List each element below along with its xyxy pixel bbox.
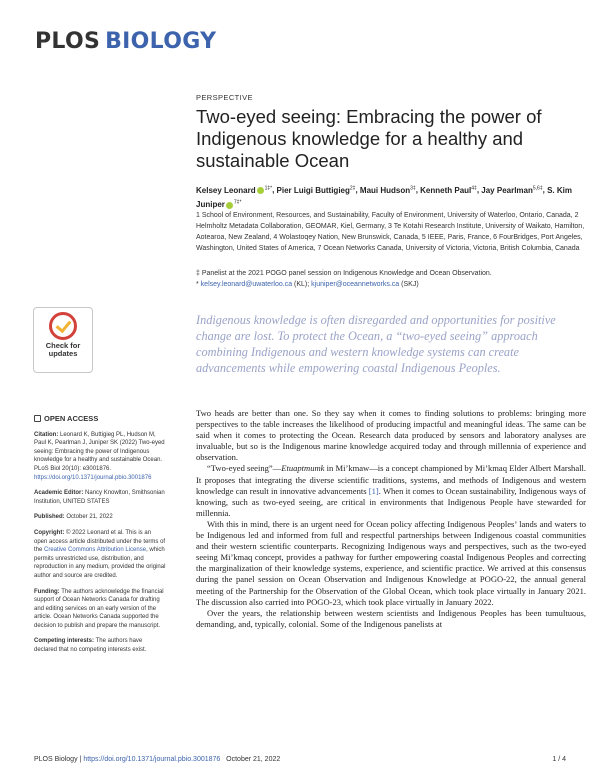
article-body [196,408,586,630]
affiliations: 1 School of Environment, Resources, and Sustainability, Faculty of Environment, University of Waterloo, Ontario, Canada, 2 Helmholtz Metadata Collaboration, GEOMAR, Kiel, Germany, 3 Te Kotahi Research Institute, University of Waikato, Hamilton, Aotearoa, New Zealand, 4 Wolastoqey Nation, New Brunswick, Canada, 5 IEEE, Paris, France, 6 FourBridges, Port Angeles, Washington, United States of America, 7 Ocean Networks Canada, University of Victoria, Victoria, British Columbia, Canada [196,212,585,252]
open-access-label: OPEN ACCESS [34,414,166,424]
article-sidebar [34,414,166,662]
article-type: PERSPECTIVE [196,93,253,102]
citation-doi-link[interactable]: https://doi.org/10.1371/journal.pbio.3001876 [34,474,152,481]
footer-journal: PLOS Biology [34,756,78,763]
open-lock-icon [34,415,41,422]
funding: Funding: The authors acknowledge the financial support of Ocean Networks Canada for drafting and editing services on an early version of the article. Ocean Networks Canada supported the decision to publish and prepare the manuscript. [34,588,164,629]
copyright: Copyright: © 2022 Leonard et al. This is an open access article distributed under the terms of the Creative Commons Attribution License, which permits unrestricted use, distribution, and reproduction in any medium, provided the original author and source are credited. [34,529,166,579]
check-updates-label-1: Check for [45,341,81,350]
author-2[interactable]: Pier Luigi Buttigieg$^{2\ddagger}$ [276,185,356,195]
footer-date: October 21, 2022 [226,756,281,763]
body-paragraph-2: “Two-eyed seeing”—Etuaptmumk in Mi’kmaw—is a concept championed by Mi’kmaq Elder Albert Marshall. It proposes that integrating the diverse scientific traditions, systems, and methods of Indigenous and western knowledge can result in innovative advancements [1]. When it comes to Ocean sustainability, Indigenous ways of knowing, such as two-eyed seeing, are critical in environments that Indigenous People have stewarded for millennia. [196,463,587,518]
author-4[interactable]: Kenneth Paul$^{4\ddagger}$ [420,185,477,195]
academic-editor: Academic Editor: Nancy Knowlton, Smithsonian Institution, UNITED STATES [34,490,165,505]
body-paragraph-3: With this in mind, there is an urgent need for Ocean policy affecting Indigenous Peoples’ lands and waters to be Indigenous led and informed from full and respectful partnerships between Indigenous coastal communities and their western scientific counterparts. Recognizing Indigenous ways and perspectives, such as the two-eyed seeing Mi’kmaq concept, provides a pathway for further empowering coastal Indigenous Peoples and correcting the marginalization of their knowledge systems, experience, and scientific practice. We arrived at this consensus during the panel session on Ocean Observation and Indigenous Knowledge at POGO-22, the annual general meeting of the Partnership for the Observation of the Global Ocean, which took place virtually in January 2021. The discussion also carried into POGO-23, which took place virtually in January 2022. [196,518,586,607]
author-3[interactable]: Maui Hudson$^{3\ddagger}$ [359,185,416,195]
email-line: * kelsey.leonard@uwaterloo.ca (KL); kjuniper@oceannetworks.ca (SKJ) [196,281,419,288]
orcid-icon[interactable] [257,187,264,194]
email-link-kl[interactable]: kelsey.leonard@uwaterloo.ca [200,281,293,288]
abstract-pullquote: Indigenous knowledge is often disregarded and opportunities for positive change are lost. To protect the Ocean, a “two-eyed seeing” approach combining Indigenous and western knowledge systems can create advancements while empowering coastal Indigenous Peoples. [196,313,556,375]
body-paragraph-1: Two heads are better than one. So they say when it comes to finding solutions to problems: bringing more perspectives to the table increases the likelihood of producing impactful and meaningful ideas. The same can be said when it comes to protecting the Ocean. Research data produced by sensors and laboratory analyses are invaluable, but so is the Indigenous marine knowledge acquired today and through millennia of experience and observation. [196,408,586,463]
logo-plos: PLOS [35,29,101,54]
author-notes [196,268,586,290]
cc-license-link[interactable]: Creative Commons Attribution License [44,547,147,554]
check-updates-label-2: updates [48,349,78,358]
competing-interests: Competing interests: The authors have declared that no competing interests exist. [34,638,147,654]
article-title: Two-eyed seeing: Embracing the power of Indigenous knowledge for a healthy and sustainable Ocean [196,106,542,171]
orcid-icon[interactable] [226,202,233,209]
body-paragraph-4: Over the years, the relationship between western scientists and Indigenous Peoples has been tumultuous, demanding, and, typically, colonial. Some of the Indigenous panelists at [196,607,586,629]
page-footer: PLOS Biology | https://doi.org/10.1371/journal.pbio.3001876 October 21, 2022 1 / 4 [34,756,566,763]
citation: Citation: Leonard K, Buttigieg PL, Hudson M, Paul K, Pearlman J, Juniper SK (2022) Two-eyed seeing: Embracing the power of Indigenous knowledge for a healthy and sustainable Ocean. PLoS Biol 20(10): e3001876. https://doi.org/10.1371/journal.pbio.3001876 [34,431,165,481]
author-6[interactable]: S. Kim Juniper $^{7\ddagger*}$ [196,185,572,210]
reference-link-1[interactable]: [1] [368,485,379,496]
panel-note: ‡ Panelist at the 2021 POGO panel session on Indigenous Knowledge and Ocean Observation. [196,270,492,277]
journal-logo [35,29,216,54]
page-number: 1 / 4 [552,756,566,763]
logo-biology: BIOLOGY [105,29,217,54]
footer-doi-link[interactable]: https://doi.org/10.1371/journal.pbio.3001876 [83,756,221,763]
check-updates-icon [49,312,77,340]
email-link-skj[interactable]: kjuniper@oceannetworks.ca [311,281,400,288]
check-for-updates-button[interactable] [33,307,93,373]
author-1[interactable]: Kelsey Leonard $^{1\ddagger*}$ [196,185,273,195]
published-date: Published: October 21, 2022 [34,514,113,521]
author-list: Kelsey Leonard $^{1\ddagger*}$, Pier Luigi Buttigieg$^{2\ddagger}$, Maui Hudson$^{3\ddagger}$, Kenneth Paul$^{4\ddagger}$, Jay Pearlman$^{5,6\ddagger}$, S. Kim Juniper $^{7\ddagger*}$ [196,185,572,210]
author-5[interactable]: Jay Pearlman$^{5,6\ddagger}$ [481,185,543,195]
